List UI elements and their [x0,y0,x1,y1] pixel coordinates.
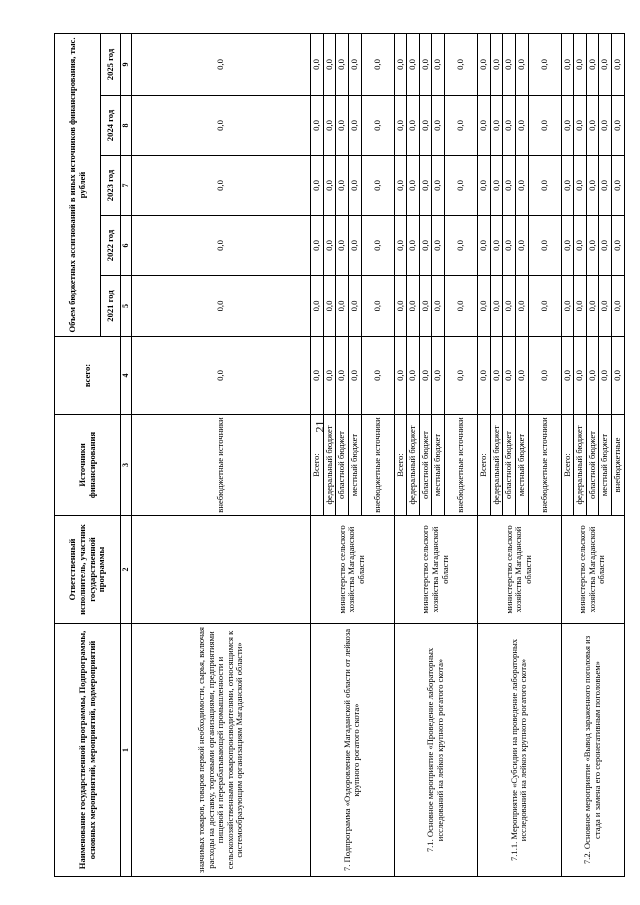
value-total: 0,0 [407,337,420,415]
value-year: 0,0 [515,96,528,156]
value-year: 0,0 [407,216,420,276]
program-name-continued: значимых товаров, товаров первой необходимости, сырья, включая расходы на доставку, торговыми организациями, предприятиями пищевой и перерабатывающей промышленности и сельскохозяйственными товаропроизводителями, относящимся к системообразующим организациям Магаданской области» [132,624,311,877]
value-year: 0,0 [361,34,394,96]
funding-source: местный бюджет [599,415,612,516]
header-year: 2021 год [101,276,121,337]
header-group: Объем бюджетных ассигнований в иных источников финансирования, тыс. рублей [55,34,101,337]
value-year: 0,0 [311,216,324,276]
value-year: 0,0 [478,156,491,216]
value-year: 0,0 [432,96,445,156]
value-year: 0,0 [445,156,478,216]
value-year: 0,0 [432,156,445,216]
executor-name: министерство сельского хозяйства Магаданской области [478,516,562,624]
value-year: 0,0 [419,216,432,276]
value-year: 0,0 [407,156,420,216]
value-total: 0,0 [336,337,349,415]
funding-source: Всего: [478,415,491,516]
header-executor: Ответственный исполнитель, участник государственной программы [55,516,121,624]
value-year: 0,0 [336,34,349,96]
table-row [311,34,324,877]
value-year: 0,0 [132,96,311,156]
measure-name: 7.1. Основное мероприятие «Проведение лабораторных исследований на лейкоз крупного рогатого скота» [394,624,478,877]
value-year: 0,0 [612,156,625,216]
funding-source: федеральный бюджет [323,415,336,516]
value-year: 0,0 [574,276,587,337]
value-year: 0,0 [561,34,574,96]
value-year: 0,0 [323,96,336,156]
column-number: 5 [121,276,132,337]
funding-source: Всего: [311,415,324,516]
value-total: 0,0 [586,337,599,415]
value-year: 0,0 [361,276,394,337]
value-year: 0,0 [574,156,587,216]
value-year: 0,0 [419,156,432,216]
value-year: 0,0 [586,216,599,276]
value-year: 0,0 [528,276,561,337]
funding-source: Всего: [561,415,574,516]
column-number: 2 [121,516,132,624]
value-year: 0,0 [361,216,394,276]
value-year: 0,0 [336,96,349,156]
value-year: 0,0 [599,34,612,96]
value-year: 0,0 [432,34,445,96]
value-year: 0,0 [311,34,324,96]
value-year: 0,0 [599,216,612,276]
value-year: 0,0 [478,34,491,96]
funding-source: внебюджетные источники [445,415,478,516]
value-year: 0,0 [478,276,491,337]
value-year: 0,0 [599,276,612,337]
value-year: 0,0 [432,216,445,276]
header-total: всего: [55,337,121,415]
funding-source: местный бюджет [348,415,361,516]
value-year: 0,0 [132,276,311,337]
value-year: 0,0 [348,34,361,96]
value-year: 0,0 [515,156,528,216]
value-year: 0,0 [561,156,574,216]
value-year: 0,0 [311,156,324,216]
value-total: 0,0 [503,337,516,415]
value-year: 0,0 [490,156,503,216]
rotated-table-area [54,34,622,877]
value-year: 0,0 [419,276,432,337]
table-row [132,34,311,877]
value-total: 0,0 [132,337,311,415]
value-total: 0,0 [432,337,445,415]
executor-cell [132,516,311,624]
value-year: 0,0 [407,276,420,337]
value-year: 0,0 [528,96,561,156]
funding-source: Всего: [394,415,407,516]
measure-name: 7.1.1. Мероприятие «Субсидии на проведение лабораторных исследований на лейкоз крупного рогатого скота» [478,624,562,877]
value-year: 0,0 [445,34,478,96]
value-year: 0,0 [503,216,516,276]
value-year: 0,0 [612,276,625,337]
value-year: 0,0 [445,216,478,276]
value-year: 0,0 [132,156,311,216]
value-year: 0,0 [574,34,587,96]
value-year: 0,0 [419,34,432,96]
value-year: 0,0 [528,34,561,96]
value-year: 0,0 [323,34,336,96]
column-number: 4 [121,337,132,415]
value-total: 0,0 [561,337,574,415]
value-year: 0,0 [515,34,528,96]
value-year: 0,0 [586,156,599,216]
value-total: 0,0 [323,337,336,415]
value-total: 0,0 [490,337,503,415]
funding-source: внебюджетные источники [361,415,394,516]
value-year: 0,0 [445,276,478,337]
table-row [561,34,574,877]
value-year: 0,0 [323,156,336,216]
value-total: 0,0 [515,337,528,415]
value-year: 0,0 [394,96,407,156]
value-year: 0,0 [348,156,361,216]
value-year: 0,0 [419,96,432,156]
header-year: 2024 год [101,96,121,156]
funding-source: областной бюджет [586,415,599,516]
value-year: 0,0 [574,96,587,156]
funding-source: областной бюджет [503,415,516,516]
value-year: 0,0 [586,276,599,337]
value-year: 0,0 [336,216,349,276]
header-year: 2025 год [101,34,121,96]
header-year: 2022 год [101,216,121,276]
column-number: 7 [121,156,132,216]
funding-source: внебюджетные источники [528,415,561,516]
value-total: 0,0 [612,337,625,415]
financing-table [54,33,625,877]
value-year: 0,0 [599,96,612,156]
value-year: 0,0 [323,216,336,276]
funding-source: областной бюджет [419,415,432,516]
column-number: 9 [121,34,132,96]
value-year: 0,0 [445,96,478,156]
value-year: 0,0 [528,156,561,216]
value-year: 0,0 [599,156,612,216]
value-year: 0,0 [336,276,349,337]
table-row [478,34,491,877]
value-total: 0,0 [574,337,587,415]
funding-source: внебюджетные [612,415,625,516]
value-total: 0,0 [348,337,361,415]
source-cell: внебюджетные источники [132,415,311,516]
executor-name: министерство сельского хозяйства Магаданской области [561,516,624,624]
table-row [394,34,407,877]
value-year: 0,0 [478,96,491,156]
value-total: 0,0 [445,337,478,415]
value-year: 0,0 [586,34,599,96]
value-total: 0,0 [311,337,324,415]
column-number: 8 [121,96,132,156]
funding-source: федеральный бюджет [407,415,420,516]
value-year: 0,0 [311,276,324,337]
value-year: 0,0 [132,216,311,276]
value-year: 0,0 [490,96,503,156]
value-year: 0,0 [528,216,561,276]
value-year: 0,0 [503,34,516,96]
value-year: 0,0 [515,216,528,276]
funding-source: федеральный бюджет [574,415,587,516]
funding-source: местный бюджет [515,415,528,516]
value-year: 0,0 [490,34,503,96]
value-year: 0,0 [394,156,407,216]
funding-source: областной бюджет [336,415,349,516]
value-year: 0,0 [586,96,599,156]
value-year: 0,0 [490,216,503,276]
value-total: 0,0 [599,337,612,415]
value-year: 0,0 [612,34,625,96]
executor-name: министерство сельского хозяйства Магаданской области [394,516,478,624]
value-total: 0,0 [419,337,432,415]
value-year: 0,0 [612,96,625,156]
header-name: Наименование государственной программы, Подпрограммы, основных мероприятий, мероприятий, подмероприятий [55,624,121,877]
value-year: 0,0 [478,216,491,276]
value-year: 0,0 [361,96,394,156]
measure-name: 7.2. Основное мероприятие «Вывод зараженного поголовья из стада и замена его серонегативным поголовьем» [561,624,624,877]
column-number: 3 [121,415,132,516]
value-total: 0,0 [528,337,561,415]
value-year: 0,0 [394,216,407,276]
value-year: 0,0 [490,276,503,337]
value-year: 0,0 [574,216,587,276]
table-wrapper [54,34,622,877]
header-year: 2023 год [101,156,121,216]
value-total: 0,0 [478,337,491,415]
page-number: 21 [312,420,327,433]
column-number: 6 [121,216,132,276]
value-year: 0,0 [348,216,361,276]
value-year: 0,0 [348,276,361,337]
value-year: 0,0 [311,96,324,156]
value-year: 0,0 [394,276,407,337]
value-year: 0,0 [561,276,574,337]
executor-name: министерство сельского хозяйства Магаданской области [311,516,395,624]
value-year: 0,0 [336,156,349,216]
column-number: 1 [121,624,132,877]
value-year: 0,0 [561,216,574,276]
value-year: 0,0 [394,34,407,96]
funding-source: местный бюджет [432,415,445,516]
value-year: 0,0 [348,96,361,156]
value-year: 0,0 [503,276,516,337]
value-year: 0,0 [561,96,574,156]
value-total: 0,0 [361,337,394,415]
value-year: 0,0 [503,156,516,216]
value-year: 0,0 [432,276,445,337]
value-year: 0,0 [503,96,516,156]
value-year: 0,0 [132,34,311,96]
value-year: 0,0 [612,216,625,276]
value-year: 0,0 [407,96,420,156]
value-year: 0,0 [407,34,420,96]
value-year: 0,0 [323,276,336,337]
header-source: Источники финансирования [55,415,121,516]
value-year: 0,0 [361,156,394,216]
measure-name: 7. Подпрограмма «Оздоровление Магаданской области от лейкоза крупного рогатого скота» [311,624,395,877]
value-year: 0,0 [515,276,528,337]
value-total: 0,0 [394,337,407,415]
funding-source: федеральный бюджет [490,415,503,516]
